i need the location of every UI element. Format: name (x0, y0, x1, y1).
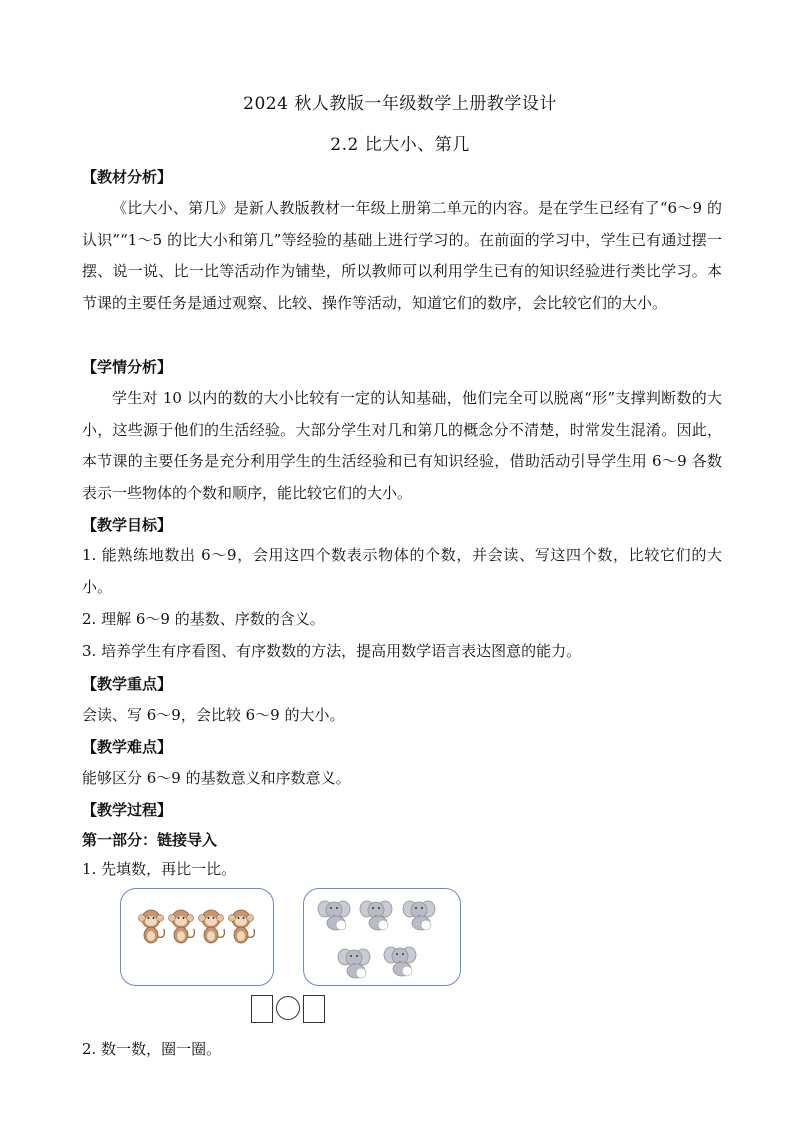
keypoints-text: 会读、写 6～9，会比较 6～9 的大小。 (82, 706, 345, 724)
elephant-group-box (303, 888, 461, 986)
material-analysis-text: 《比大小、第几》是新人教版教材一年级上册第二单元的内容。是在学生已经有了“6～9 的认识”“1～5 的比大小和第几”等经验的基础上进行学习的。在前面的学习中，学生已有通过摆一摆、说一说、比一比等活动作为铺垫，所以教师可以利用学生已有的知识经验进行类比学习。本节课的主要任务是通过观察、比较、操作等活动，知道它们的数序，会比较它们的大小。 (82, 199, 722, 312)
elephant-icon (360, 901, 392, 930)
section-heading-material: 【教材分析】 (82, 168, 173, 186)
elephant-icon (384, 947, 416, 976)
elephant-icon (318, 901, 350, 930)
section-heading-learner: 【学情分析】 (82, 358, 173, 376)
monkey-icon (169, 910, 195, 943)
monkey-icon (229, 910, 255, 943)
goal-item-1: 1. 能熟练地数出 6～9，会用这四个数表示物体的个数，并会读、写这四个数，比较它们的大小。 (82, 546, 722, 596)
answer-box-left[interactable] (251, 995, 273, 1023)
elephant-icon (403, 901, 435, 930)
compare-circle[interactable] (276, 996, 300, 1020)
question-1: 1. 先填数，再比一比。 (82, 860, 237, 878)
section-heading-process: 【教学过程】 (82, 801, 173, 819)
monkey-icon (139, 910, 165, 943)
learner-analysis-text: 学生对 10 以内的数的大小比较有一定的认知基础，他们完全可以脱离“形”支撑判断数的大小，这些源于他们的生活经验。大部分学生对几和第几的概念分不清楚，时常发生混淆。因此，本节课的主要任务是充分利用学生的生活经验和已有知识经验，借助活动引导学生用 6～9 各数表示一些物体的个数和顺序，能比较它们的大小。 (82, 389, 722, 502)
elephant-group (304, 889, 460, 985)
section-heading-keypoints: 【教学重点】 (82, 675, 173, 693)
elephant-icon (338, 949, 370, 978)
monkey-group-box (120, 888, 274, 986)
goal-item-3: 3. 培养学生有序看图、有序数数的方法，提高用数学语言表达图意的能力。 (82, 642, 582, 660)
part1-heading: 第一部分：链接导入 (82, 831, 218, 849)
question-2: 2. 数一数，圈一圈。 (82, 1040, 222, 1058)
monkey-group (121, 889, 273, 985)
section-heading-goals: 【教学目标】 (82, 516, 173, 534)
answer-box-right[interactable] (303, 995, 325, 1023)
section-heading-difficulty: 【教学难点】 (82, 738, 173, 756)
goal-item-2: 2. 理解 6～9 的基数、序数的含义。 (82, 610, 325, 628)
difficulty-text: 能够区分 6～9 的基数意义和序数意义。 (82, 769, 351, 787)
document-title: 2024 秋人教版一年级数学上册教学设计 (243, 94, 557, 114)
lesson-title: 2.2 比大小、第几 (330, 135, 470, 155)
monkey-icon (199, 910, 225, 943)
